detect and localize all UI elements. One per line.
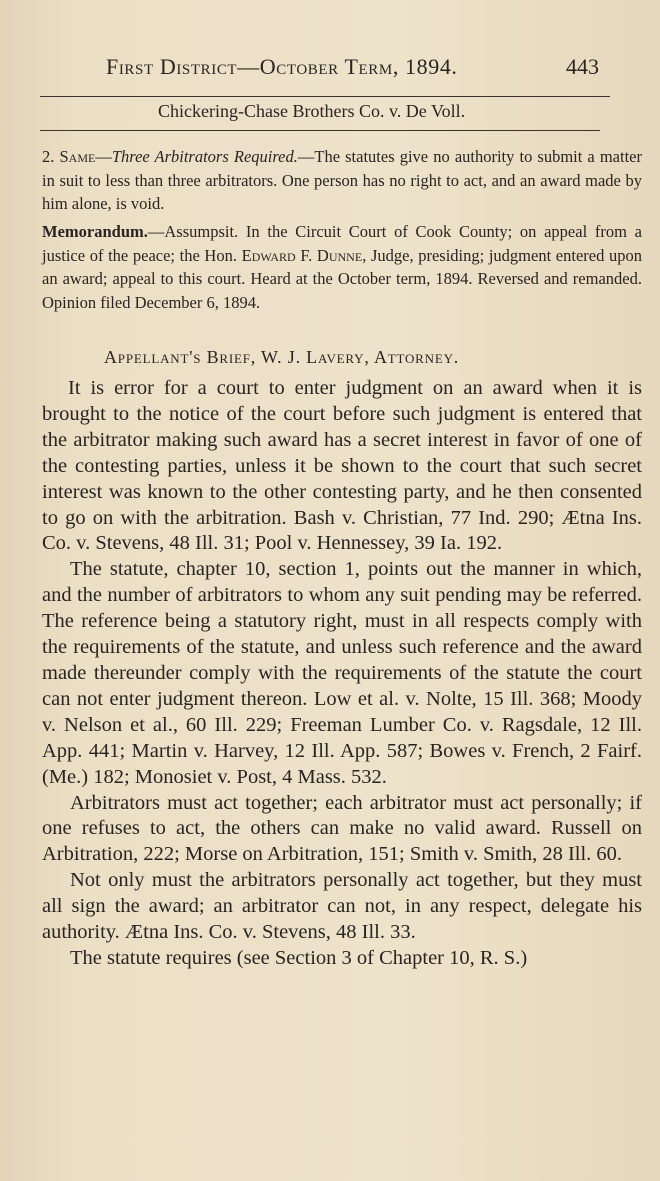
memorandum xyxy=(42,220,642,314)
headnote-text: —The statutes give no authority to submit a matter in suit to less than three arbitrators. One person has no right to act, and an award made by him alone, is void. xyxy=(42,147,642,213)
memorandum-text-2: , Judge, presiding; judgment entered upon an award; appeal to this court. Heard at the October term, 1894. Reversed and remanded. Opinion filed December 6, 1894. xyxy=(42,245,642,312)
brief-heading: Appellant's Brief, W. J. Lavery, Attorney. xyxy=(104,347,460,367)
body-paragraph: Not only must the arbitrators personally act together, but they must all sign the award; an arbitrator can not, in any respect, delegate his authority. Ætna Ins. Co. v. Stevens, 48 Ill. 33. xyxy=(42,869,642,944)
headnote-italic-title: Three Arbitrators Required. xyxy=(111,147,298,166)
case-title: Chickering-Chase Brothers Co. v. De Voll. xyxy=(158,101,466,121)
running-title: First District—October Term, 1894. xyxy=(106,54,458,79)
body-paragraph: It is error for a court to enter judgment on an award when it is brought to the notice of the court before such judgment is entered that the arbitrator making such award has a secret interest in favor of one of the contesting parties, unless it be shown to the court that such secret interest was known to the other contesting party, and he then consented to go on with the arbitration. Bash v. Christian, 77 Ind. 290; Ætna Ins. Co. v. Stevens, 48 Ill. 31; Pool v. Hennessey, 39 Ia. 192. xyxy=(42,377,642,555)
judge-name: Edward F. Dunne xyxy=(241,245,363,265)
memorandum-text-1: —Assumpsit. In the Circuit Court of Cook County; on appeal from a justice of the peace; the Hon. xyxy=(42,222,642,265)
body-paragraph: The statute requires (see Section 3 of Chapter 10, R. S.) xyxy=(70,946,528,969)
case-title-rule xyxy=(40,130,600,131)
header-rule xyxy=(40,96,610,97)
headnote-number: 2. xyxy=(42,147,55,166)
headnote xyxy=(42,145,642,216)
headnote-topic: Same xyxy=(59,147,96,166)
headnote-topic-separator: — xyxy=(95,147,112,166)
page-header xyxy=(0,54,660,86)
body-paragraph: Arbitrators must act together; each arbitrator must act personally; if one refuses to act, the others can make no valid award. Russell on Arbitration, 222; Morse on Arbitration, 151; Smith v. Smith, 28 Ill. 60. xyxy=(42,791,642,866)
brief-body xyxy=(42,376,642,972)
memorandum-label: Memorandum. xyxy=(42,222,148,241)
page-number: 443 xyxy=(566,54,599,79)
body-paragraph: The statute, chapter 10, section 1, points out the manner in which, and the number of arbitrators to whom any suit pending may be referred. The reference being a statutory right, must in all respects comply with the requirements of the statute, and unless such reference and the award made thereunder comply with the requirements of the statute the court can not enter judgment thereon. Low et al. v. Nolte, 15 Ill. 368; Moody v. Nelson et al., 60 Ill. 229; Freeman Lumber Co. v. Ragsdale, 12 Ill. App. 441; Martin v. Harvey, 12 Ill. App. 587; Bowes v. French, 2 Fairf. (Me.) 182; Monosiet v. Post, 4 Mass. 532. xyxy=(42,558,642,788)
